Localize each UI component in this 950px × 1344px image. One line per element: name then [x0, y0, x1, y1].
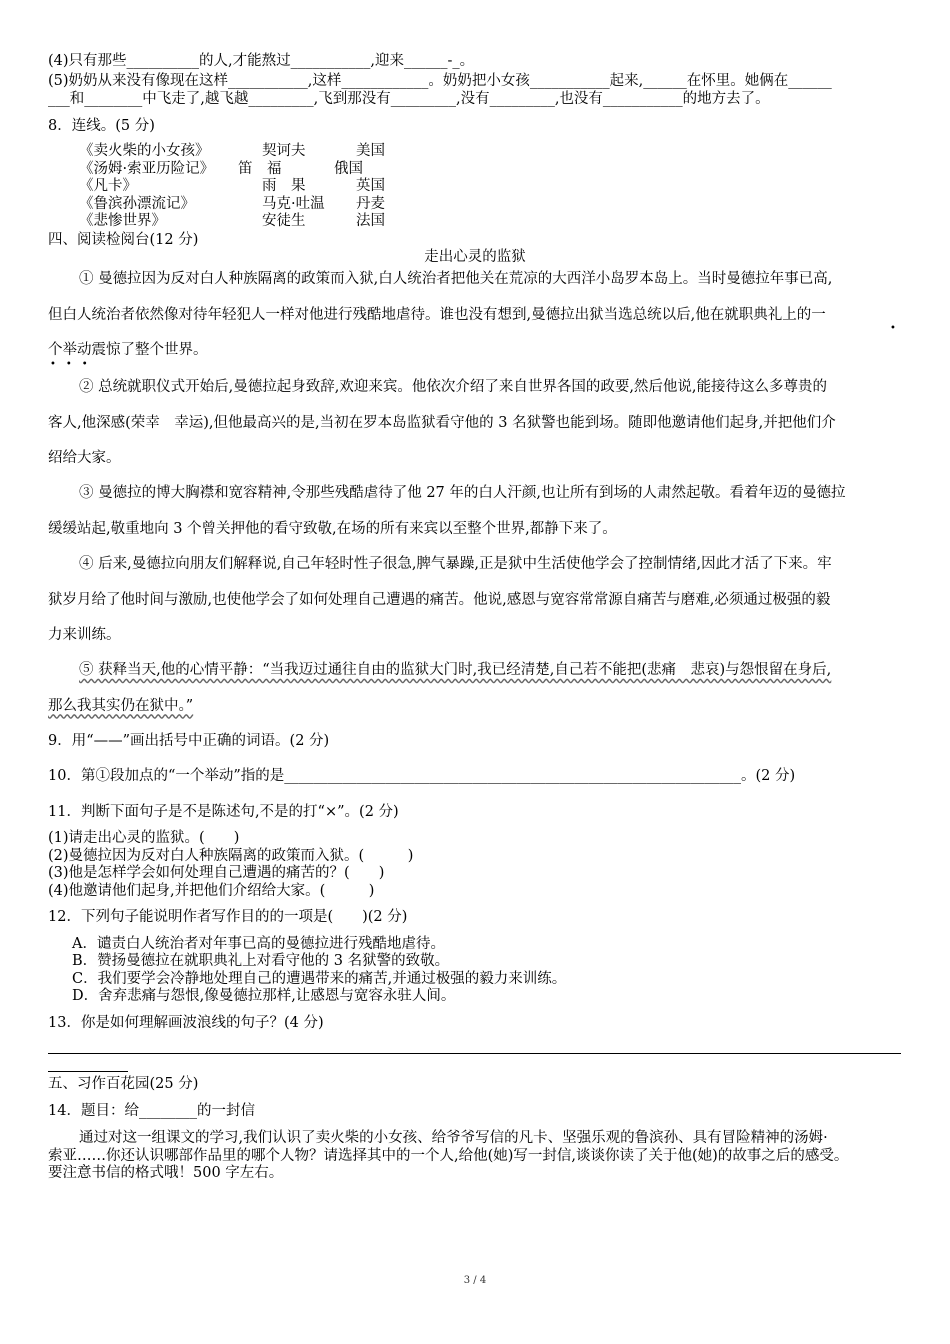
q11-item: (3)他是怎样学会如何处理自己遭遇的痛苦的？( ): [48, 865, 385, 881]
book-item: 《鲁滨孙漂流记》: [79, 195, 195, 212]
writing-prompt-line: 通过对这一组课文的学习,我们认识了卖火柴的小女孩、给爷爷写信的凡卡、坚强乐观的鲁滨孙、具有冒险精神的汤姆·: [79, 1130, 828, 1146]
passage-title: 走出心灵的监狱: [424, 249, 526, 265]
paragraph-1-line: ① 曼德拉因为反对白人种族隔离的政策而入狱,白人统治者把他关在荒凉的大西洋小岛罗本岛上。当时曼德拉年事已高,: [79, 271, 833, 287]
paragraph-4-line: 力来训练。: [48, 627, 121, 643]
q10: 10．第①段加点的“一个举动”指的是_______________________________________________________________。(2 分): [48, 768, 796, 784]
country-item: 英国: [356, 178, 385, 194]
country-item: 俄国: [334, 160, 363, 177]
country-item: 丹麦: [356, 195, 385, 212]
q7-item-5-line1: (5)奶奶从来没有像现在这样___________,这样____________。奶奶把小女孩___________起来,______在怀里。她俩在______: [48, 73, 832, 89]
paragraph-3-line: 缓缓站起,敬重地向 3 个曾关押他的看守致敬,在场的所有来宾以至整个世界,都静下来了。: [48, 520, 617, 537]
q8-heading: 8．连线。(5 分): [48, 118, 155, 134]
q8-books-column: [79, 143, 214, 231]
q12-option-b: B．赞扬曼德拉在就职典礼上对看守他的 3 名狱警的致敬。: [72, 953, 450, 969]
q9: 9．用“——”画出括号中正确的词语。(2 分): [48, 733, 330, 749]
paragraph-5-line: 那么我其实仍在狱中。”: [48, 697, 194, 714]
paragraph-2-line: 客人,他深感(荣幸 幸运),但他最高兴的是,当初在罗本岛监狱看守他的 3 名狱警也能到场。随即他邀请他们起身,并把他们介: [48, 414, 836, 431]
q11-heading: 11．判断下面句子是不是陈述句,不是的打“×”。(2 分): [48, 804, 399, 820]
book-item: 《卖火柴的小女孩》: [79, 143, 210, 159]
paragraph-4-line: ④ 后来,曼德拉向朋友们解释说,自己年轻时性子很急,脾气暴躁,正是狱中生活使他学会了控制情绪,因此才活了下来。牢: [79, 556, 832, 572]
book-item: 《悲惨世界》: [79, 213, 166, 229]
paragraph-2-line: ② 总统就职仪式开始后,曼德拉起身致辞,欢迎来宾。他依次介绍了来自世界各国的政要,然后他说,能接待这么多尊贵的: [79, 379, 828, 395]
q12-option-a: A．谴责白人统治者对年事已高的曼德拉进行残酷地虐待。: [72, 936, 445, 952]
writing-prompt-line: 要注意书信的格式哦！500 字左右。: [48, 1165, 284, 1181]
paragraph-2: [48, 370, 908, 477]
paragraph-5: [48, 653, 908, 724]
page-number: 3 / 4: [463, 1275, 487, 1286]
country-item: 法国: [356, 213, 385, 229]
paragraph-1-line: 个举动震惊了整个世界。: [48, 342, 208, 358]
emphasis-dots: •••: [50, 359, 98, 370]
answer-line: [48, 1053, 901, 1054]
q11-item: (2)曼德拉因为反对白人种族隔离的政策而入狱。( ): [48, 848, 414, 864]
paragraph-1-line: 但白人统治者依然像对待年轻犯人一样对他进行残酷地虐待。谁也没有想到,曼德拉出狱当选总统以后,他在就职典礼上的一: [48, 306, 826, 323]
author-item: 雨 果: [262, 178, 306, 194]
country-item: 美国: [356, 143, 385, 159]
writing-prompt-line: 索亚……你还认识哪部作品里的哪个人物？请选择其中的一个人,给他(她)写一封信,谈谈你读了关于他(她)的故事之后的感受。: [48, 1148, 849, 1164]
paragraph-1: [48, 262, 908, 369]
paragraph-4-line: 狱岁月给了他时间与激励,也使他学会了如何处理自己遭遇的痛苦。他说,感恩与宽容常常源自痛苦与磨难,必须通过极强的毅: [48, 591, 831, 608]
paragraph-3-line: ③ 曼德拉的博大胸襟和宽容精神,令那些残酷虐待了他 27 年的白人汗颜,也让所有到场的人肃然起敬。看着年迈的曼德拉: [79, 485, 846, 501]
author-item: 安徒生: [262, 213, 306, 229]
author-item: 契诃夫: [262, 143, 306, 159]
paragraph-4: [48, 547, 908, 654]
q8-authors-column: [238, 143, 325, 231]
answer-line-short: [48, 1071, 128, 1072]
q11-item: (4)他邀请他们起身,并把他们介绍给大家。( ): [48, 883, 375, 899]
book-item: 《汤姆·索亚历险记》: [79, 160, 215, 177]
q8-countries-column: [334, 143, 385, 231]
author-item: 马克·吐温: [262, 195, 325, 212]
q14-title: 14．题目：给________的一封信: [48, 1103, 255, 1119]
q13: 13．你是如何理解画波浪线的句子？(4 分): [48, 1015, 324, 1031]
section-5-heading: 五、习作百花园(25 分): [48, 1076, 199, 1092]
q12-option-d: D．舍弃悲痛与怨恨,像曼德拉那样,让感恩与宽容永驻人间。: [72, 988, 456, 1004]
q12-heading: 12．下列句子能说明作者写作目的的一项是( )(2 分): [48, 909, 408, 925]
q12-option-c: C．我们要学会冷静地处理自己的遭遇带来的痛苦,并通过极强的毅力来训练。: [72, 971, 567, 987]
paragraph-3: [48, 476, 908, 547]
q11-item: (1)请走出心灵的监狱。( ): [48, 830, 240, 846]
paragraph-2-line: 绍给大家。: [48, 450, 121, 466]
emphasis-dot: •: [890, 323, 896, 334]
section-4-heading: 四、阅读检阅台(12 分): [48, 232, 199, 248]
paragraph-5-line: ⑤ 获释当天,他的心情平静：“当我迈过通往自由的监狱大门时,我已经清楚,自己若不能把(悲痛 悲哀)与怨恨留在身后,: [79, 662, 832, 678]
book-item: 《凡卡》: [79, 178, 137, 194]
author-item: 笛 福: [238, 160, 282, 177]
q7-item-4: (4)只有那些__________的人,才能熬过___________,迎来______-_。: [48, 53, 475, 69]
q7-item-5-line2: ___和________中飞走了,越飞越_________,飞到那没有_________,没有_________,也没有___________的地方去了。: [48, 91, 770, 107]
